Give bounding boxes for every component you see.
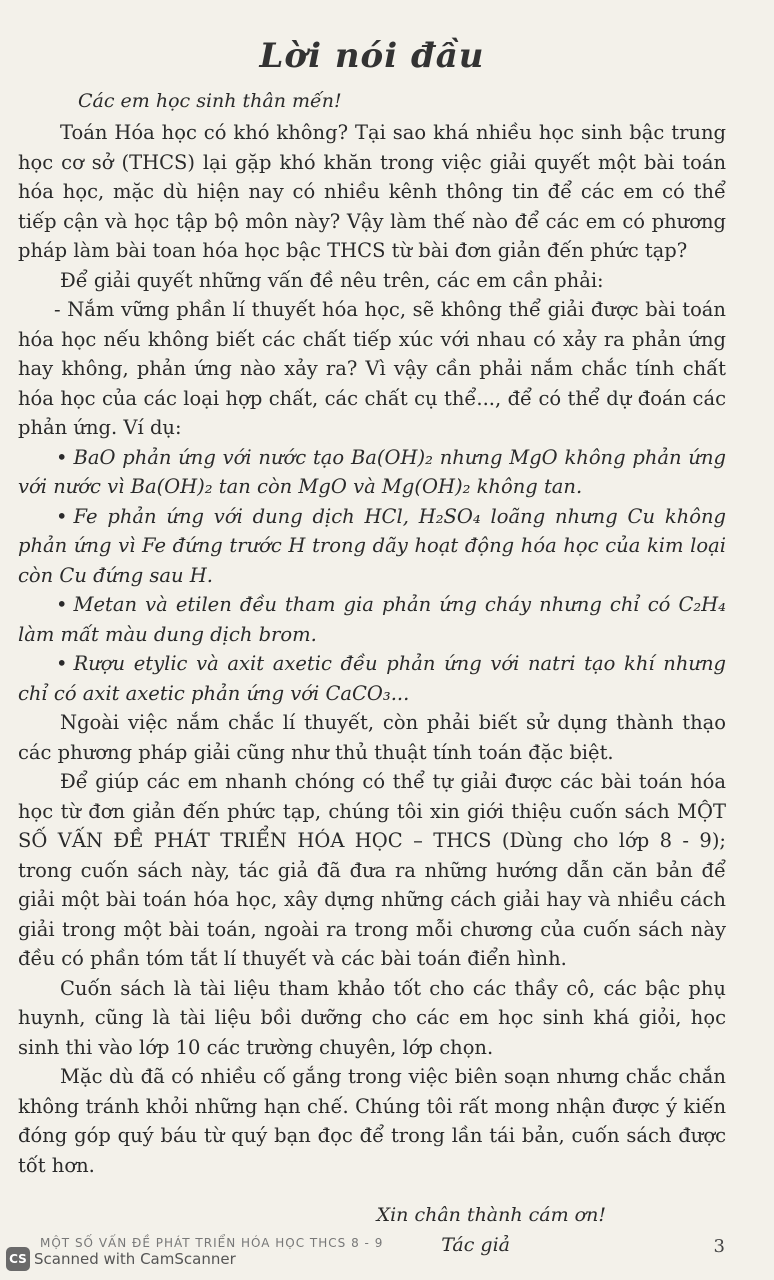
paragraph-audience: Cuốn sách là tài liệu tham khảo tốt cho các thầy cô, các bậc phụ huynh, cũng là tài liệu bồi dưỡng cho các em học sinh khá giỏi, học sinh thi vào lớp 10 các trường chuyên, lớp chọn. bbox=[18, 976, 726, 1059]
bullet-icon: • bbox=[56, 445, 68, 469]
scanner-watermark bbox=[6, 1247, 236, 1271]
paragraph-methods: Ngoài việc nắm chắc lí thuyết, còn phải biết sử dụng thành thạo các phương pháp giải cũng như thủ thuật tính toán đặc biệt. bbox=[18, 711, 726, 764]
page-title: Lời nói đầu bbox=[259, 36, 485, 76]
example-item bbox=[18, 590, 726, 649]
example-text: Metan và etilen đều tham gia phản ứng cháy nhưng chỉ có C₂H₄ làm mất màu dung dịch brom. bbox=[18, 593, 726, 646]
camscanner-logo-icon: CS bbox=[6, 1247, 30, 1271]
paragraph-feedback: Mặc dù đã có nhiều cố gắng trong việc biên soạn nhưng chắc chắn không tránh khỏi những hạn chế. Chúng tôi rất mong nhận được ý kiến đóng góp quý báu từ quý bạn đọc để trong lần tái bản, cuốn sách được tốt hơn. bbox=[18, 1065, 726, 1177]
paragraph-book-intro: Để giúp các em nhanh chóng có thể tự giải được các bài toán hóa học từ đơn giản đến phức tạp, chúng tôi xin giới thiệu cuốn sách MỘT SỐ VẤN ĐỀ PHÁT TRIỂN HÓA HỌC – THCS (Dùng cho lớp 8 - 9); trong cuốn sách này, tác giả đã đưa ra những hướng dẫn căn bản để giải một bài toán hóa học, xây dựng những cách giải hay và nhiều cách giải trong một bài toán, ngoài ra trong mỗi chương của cuốn sách này đều có phần tóm tắt lí thuyết và các bài toán điển hình. bbox=[18, 770, 726, 970]
running-title: MỘT SỐ VẤN ĐỀ PHÁT TRIỂN HÓA HỌC THCS 8 - 9 bbox=[40, 1236, 384, 1250]
example-text: Fe phản ứng với dung dịch HCl, H₂SO₄ loãng nhưng Cu không phản ứng vì Fe đứng trước H trong dãy hoạt động hóa học của kim loại còn Cu đứng sau H. bbox=[18, 504, 726, 587]
example-item bbox=[18, 649, 726, 708]
page-number: 3 bbox=[713, 1236, 726, 1257]
document-page bbox=[18, 36, 726, 1260]
author-text: Tác giả bbox=[441, 1234, 510, 1256]
scanner-text: Scanned with CamScanner bbox=[34, 1250, 236, 1268]
example-item bbox=[18, 502, 726, 591]
paragraph-requirements: Để giải quyết những vấn đề nêu trên, các em cần phải: bbox=[60, 268, 604, 292]
example-text: BaO phản ứng với nước tạo Ba(OH)₂ nhưng MgO không phản ứng với nước vì Ba(OH)₂ tan còn MgO và Mg(OH)₂ không tan. bbox=[18, 445, 726, 498]
greeting: Các em học sinh thân mến! bbox=[78, 90, 342, 112]
closing-text: Xin chân thành cám ơn! bbox=[376, 1204, 606, 1226]
bullet-icon: • bbox=[56, 652, 68, 675]
paragraph-theory: - Nắm vững phần lí thuyết hóa học, sẽ không thể giải được bài toán hóa học nếu không biết các chất tiếp xúc với nhau có xảy ra phản ứng hay không, phản ứng nào xảy ra? Vì vậy cần phải nắm chắc tính chất hóa học của các loại hợp chất, các chất cụ thể..., để có thể dự đoán các phản ứng. Ví dụ: bbox=[18, 298, 726, 439]
bullet-icon: • bbox=[56, 504, 68, 528]
example-text: Rượu etylic và axit axetic đều phản ứng với natri tạo khí nhưng chỉ có axit axetic phản ứng với CaCO₃... bbox=[18, 652, 726, 705]
paragraph-intro: Toán Hóa học có khó không? Tại sao khá nhiều học sinh bậc trung học cơ sở (THCS) lại gặp khó khăn trong việc giải quyết một bài toán hóa học, mặc dù hiện nay có nhiều kênh thông tin để các em có thể tiếp cận và học tập bộ môn này? Vậy làm thế nào để các em có phương pháp làm bài toan hóa học bậc THCS từ bài đơn giản đến phức tạp? bbox=[18, 121, 726, 262]
example-item bbox=[18, 443, 726, 502]
bullet-icon: • bbox=[56, 593, 68, 616]
